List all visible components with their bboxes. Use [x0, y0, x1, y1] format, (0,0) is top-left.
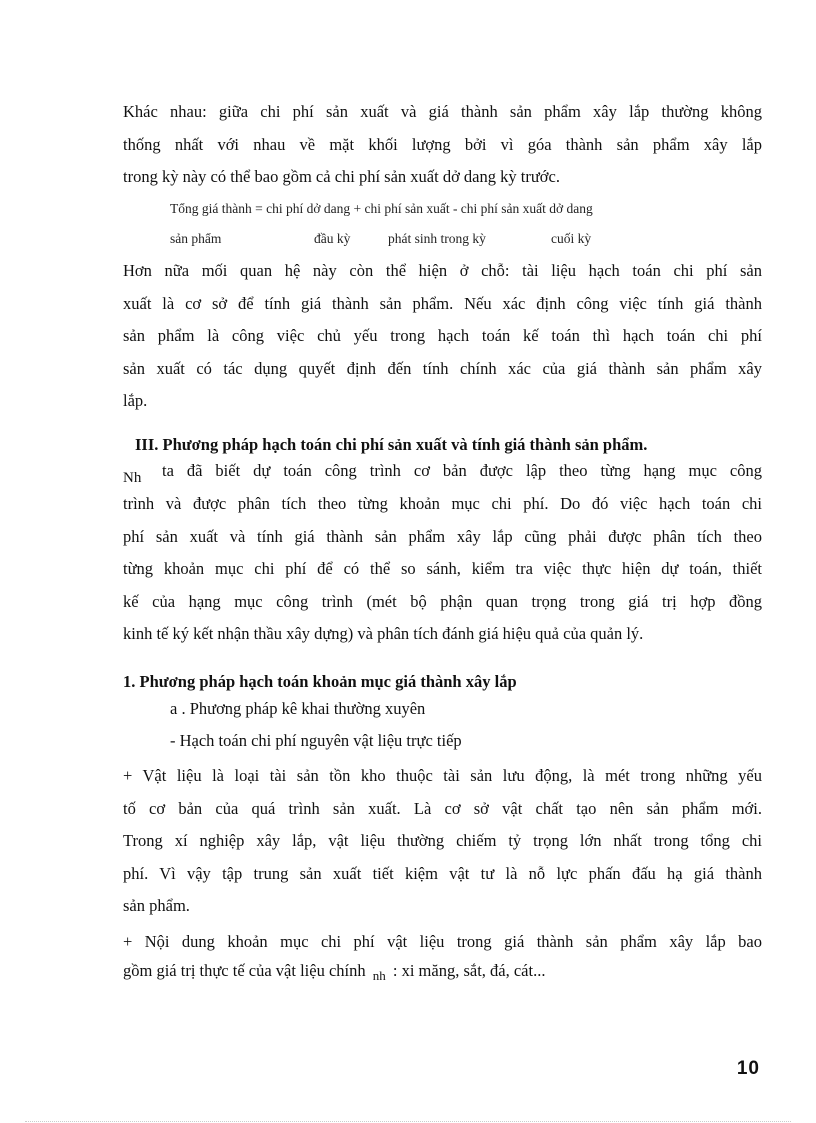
formula-label-dau-ky: đầu kỳ	[314, 231, 351, 246]
formula-label-cuoi-ky: cuối kỳ	[551, 231, 592, 246]
text-line: Hơn nữa mối quan hệ này còn thể hiện ở chỗ: tài liệu hạch toán chi phí sản	[123, 261, 762, 280]
paragraph-estimates-cont	[123, 488, 762, 651]
text-line: + Vật liệu là loại tài sản tồn kho thuộc tài sản lưu động, là mét trong những yếu	[123, 766, 762, 785]
text-line: Trong xí nghiệp xây lắp, vật liệu thường chiếm tỷ trọng lớn nhất trong tổng chi	[123, 831, 762, 850]
section-heading-1: 1. Phương pháp hạch toán khoản mục giá thành xây lắp	[123, 672, 517, 691]
formula-label-phat-sinh: phát sinh trong kỳ	[388, 231, 486, 246]
paragraph-estimates	[162, 455, 762, 488]
section-heading-iii: III. Phương pháp hạch toán chi phí sản xuất và tính giá thành sản phẩm.	[135, 435, 648, 454]
text-line: tố cơ bản của quá trình sản xuất. Là cơ sở vật chất tạo nên sản phẩm mới.	[123, 798, 762, 818]
formula-row-1: Tổng giá thành = chi phí dở dang + chi phí sản xuất - chi phí sản xuất dở dang	[170, 201, 593, 216]
text-prefix-nh: Nh	[123, 470, 142, 486]
text-line: ta đã biết dự toán công trình cơ bản được lập theo từng hạng mục công	[162, 461, 762, 480]
paragraph-materials	[123, 760, 762, 923]
text-line-materials-main	[123, 961, 545, 981]
text-line: kinh tế ký kết nhận thầu xây dựng) và phân tích đánh giá hiệu quả của quản lý.	[123, 624, 644, 643]
subheading-a: a . Phương pháp kê khai thường xuyên	[170, 699, 426, 718]
text-line: lắp.	[123, 391, 148, 410]
text-line: kế của hạng mục công trình (mét bộ phận quan trọng trong giá trị hợp đồng	[123, 591, 762, 611]
text-segment: gồm giá trị thực tế của vật liệu chính	[123, 961, 366, 980]
text-line: thống nhất với nhau về mặt khối lượng bởi vì góa thành sản phẩm xây lắp	[123, 134, 762, 154]
text-line: sản phẩm là công việc chủ yếu trong hạch toán kế toán thì hạch toán chi phí	[123, 326, 762, 345]
text-line: xuất là cơ sở để tính giá thành sản phẩm. Nếu xác định công việc tính giá thành	[123, 293, 762, 313]
paragraph-differences	[123, 96, 762, 194]
page-number: 10	[736, 1058, 760, 1079]
paragraph-relationship	[123, 255, 762, 418]
text-line: phí. Vì vậy tập trung sản xuất tiết kiệm vật tư là nỗ lực phấn đấu hạ giá thành	[123, 863, 762, 883]
text-line: + Nội dung khoản mục chi phí vật liệu trong giá thành sản phẩm xây lắp bao	[123, 932, 762, 951]
text-line: trong kỳ này có thể bao gồm cả chi phí sản xuất dở dang kỳ trước.	[123, 167, 560, 186]
text-line: sản phẩm.	[123, 896, 190, 915]
paragraph-material-content	[123, 926, 762, 959]
text-line: trình và được phân tích theo từng khoản mục chi phí. Do đó việc hạch toán chi	[123, 494, 762, 513]
text-line: sản xuất có tác dụng quyết định đến tính chính xác của giá thành sản phẩm xây	[123, 358, 762, 378]
text-segment: : xi măng, sắt, đá, cát...	[392, 961, 546, 980]
text-line: phí sản xuất và tính giá thành sản phẩm xây lắp cũng phải được phân tích theo	[123, 526, 762, 546]
footer-divider	[25, 1121, 791, 1122]
text-line: từng khoản mục chi phí để có thể so sánh, kiểm tra việc thực hiện dự toán, thiết	[123, 559, 762, 578]
text-line: Khác nhau: giữa chi phí sản xuất và giá thành sản phẩm xây lắp thường không	[123, 102, 762, 121]
text-segment-nh: nh	[372, 968, 386, 983]
formula-label-san-pham: sản phẩm	[170, 231, 222, 246]
subheading-dash: - Hạch toán chi phí nguyên vật liệu trực tiếp	[170, 731, 462, 750]
